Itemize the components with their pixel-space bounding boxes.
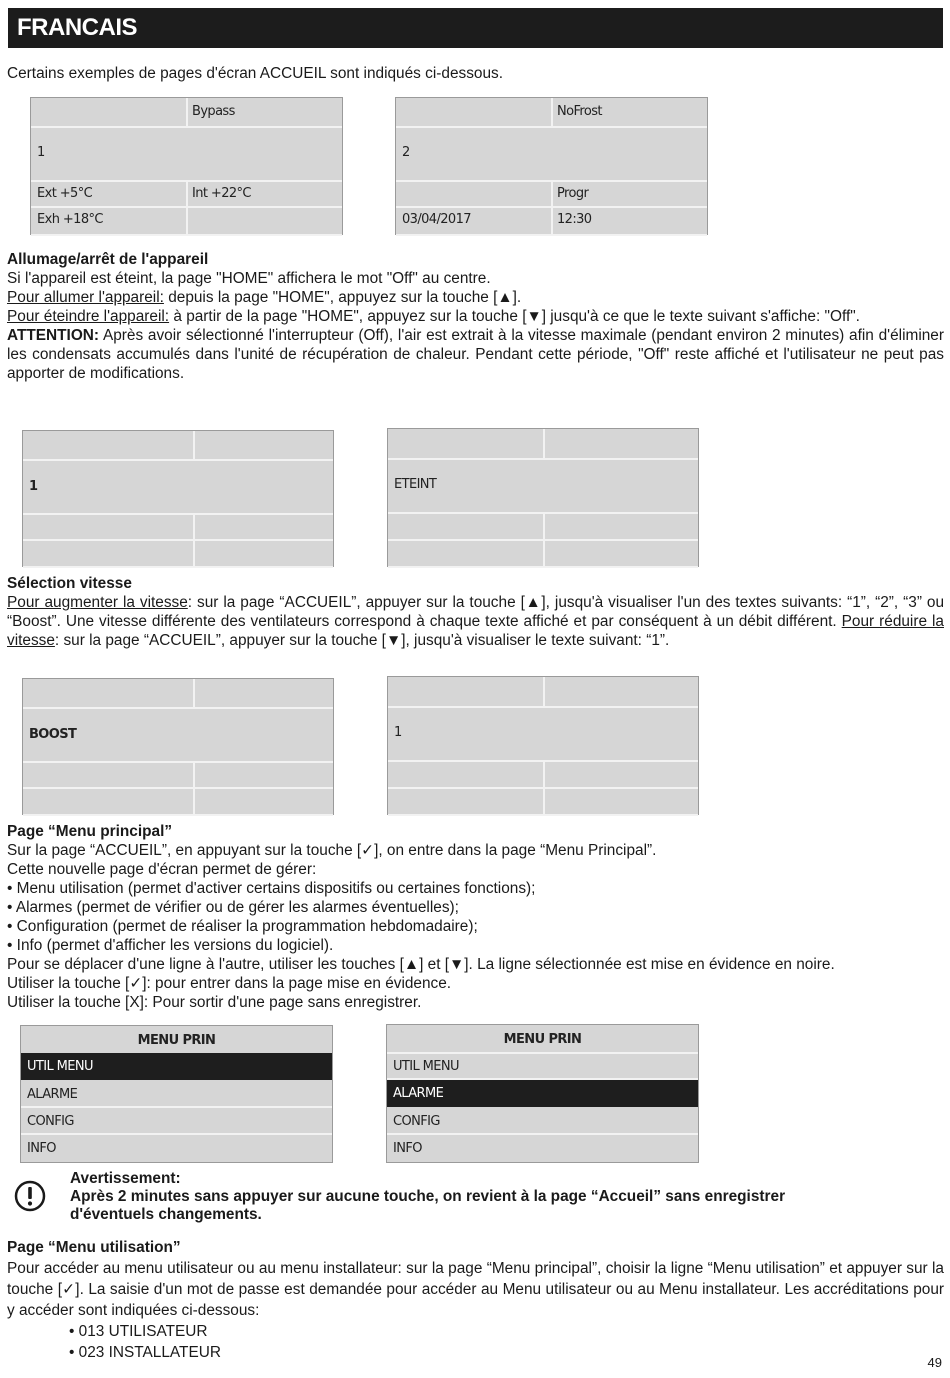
lcd-menu-item-util: UTIL MENU: [21, 1053, 332, 1080]
lcd-speed-screen-2: [387, 676, 699, 815]
lcd-home-screen-2: [395, 97, 708, 235]
menu-line: Cette nouvelle page d'écran permet de gérer:: [7, 861, 317, 878]
lcd-ext-temp: Ext +5°C: [37, 186, 93, 201]
menu-bullet: • Info (permet d'afficher les versions du logiciel).: [7, 937, 334, 954]
menu-line: Pour se déplacer d'une ligne à l'autre, utiliser les touches [▲] et [▼]. La ligne sélectionnée est mise en évidence en noire.: [7, 956, 835, 973]
speed-section-title: Sélection vitesse: [7, 575, 132, 592]
lcd-menu-item-info: INFO: [393, 1141, 422, 1156]
lcd-time: 12:30: [557, 212, 592, 227]
menu-bullet: • Menu utilisation (permet d'activer certains dispositifs ou certaines fonctions);: [7, 880, 536, 897]
power-off-line: [7, 307, 944, 326]
power-on-text: depuis la page "HOME", appuyez sur la touche [▲].: [163, 289, 522, 306]
menu-line: Utiliser la touche [✓]: pour entrer dans la page mise en évidence.: [7, 975, 452, 992]
lcd-menu-item-info: INFO: [27, 1141, 56, 1156]
menu-bullet: • Alarmes (permet de vérifier ou de gérer les alarmes éventuelles);: [7, 899, 459, 916]
lcd-menu-title: MENU PRIN: [21, 1026, 332, 1055]
lcd-speed-value: 2: [402, 145, 410, 160]
lcd-menu-item-alarme: ALARME: [21, 1081, 332, 1108]
warning-title: Avertissement:: [70, 1170, 181, 1187]
lcd-date: 03/04/2017: [402, 212, 471, 227]
warning-block: [70, 1170, 940, 1224]
lcd-home-screen-1: [30, 97, 343, 235]
menu-section-title: Page “Menu principal”: [7, 823, 173, 840]
lcd-menu-item-alarme: ALARME: [387, 1080, 698, 1107]
user-menu-section: [7, 1237, 944, 1363]
lcd-menu-item-config: CONFIG: [387, 1108, 698, 1135]
power-section: [7, 250, 944, 383]
warning-text: d'éventuels changements.: [70, 1206, 262, 1223]
speed-down-label: Pour réduire la vitesse: [7, 613, 944, 649]
speed-paragraph: [7, 594, 944, 649]
attention-label: ATTENTION:: [7, 327, 100, 344]
section-header: FRANCAIS: [8, 8, 943, 48]
access-code-item: • 023 INSTALLATEUR: [69, 1344, 221, 1361]
attention-text: Après avoir sélectionné l'interrupteur (Off), l'air est extrait à la vitesse maximale (pendant environ 2 minutes) afin d'éliminer les condensats accumulés dans l'unité de récupération de chaleur. Pendant cette période, "Off" reste affiché et l'utilisateur ne peut pas apporter de modifications.: [7, 327, 944, 382]
menu-line: Utiliser la touche [X]: Pour sortir d'une page sans enregistrer.: [7, 994, 422, 1011]
lcd-menu-screen-2: [386, 1024, 699, 1163]
lcd-menu-title: MENU PRIN: [387, 1025, 698, 1054]
lcd-exh-temp: Exh +18°C: [37, 212, 103, 227]
speed-up-label: Pour augmenter la vitesse: [7, 594, 188, 611]
lcd-status-label: NoFrost: [557, 104, 602, 119]
menu-line: Sur la page “ACCUEIL”, en appuyant sur la touche [✓], on entre dans la page “Menu Principal”.: [7, 842, 657, 859]
page-number: 49: [927, 1355, 942, 1370]
attention-line: [7, 326, 944, 383]
speed-section: [7, 574, 944, 650]
menu-bullet: • Configuration (permet de réaliser la programmation hebdomadaire);: [7, 918, 478, 935]
user-menu-text: Pour accéder au menu utilisateur ou au menu installateur: sur la page “Menu principal”, choisir la ligne “Menu utilisation” et appuyer sur la touche [✓]. La saisie d'un mot de passe est demandée pour accéder au Menu utilisateur ou au Menu installateur. Les accréditations pour y accéder sont indiquées ci-dessous:: [7, 1260, 944, 1319]
lcd-power-screen-2: [387, 428, 699, 567]
lcd-status-label: Bypass: [192, 104, 235, 119]
menu-section: [7, 822, 944, 1012]
lcd-prog-label: Progr: [557, 186, 589, 201]
power-line-1: Si l'appareil est éteint, la page "HOME" affichera le mot "Off" au centre.: [7, 270, 491, 287]
user-menu-title: Page “Menu utilisation”: [7, 1239, 181, 1256]
access-code-item: • 013 UTILISATEUR: [69, 1323, 208, 1340]
lcd-speed-value: 1: [37, 145, 45, 160]
power-off-text: à partir de la page "HOME", appuyez sur la touche [▼] jusqu'à ce que le texte suivant s'affiche: "Off".: [169, 308, 860, 325]
lcd-menu-item-util: UTIL MENU: [387, 1053, 698, 1080]
warning-text: Après 2 minutes sans appuyer sur aucune touche, on revient à la page “Accueil” sans enregistrer: [70, 1188, 786, 1205]
power-off-label: Pour éteindre l'appareil:: [7, 308, 170, 325]
power-section-title: Allumage/arrêt de l'appareil: [7, 251, 209, 268]
lcd-menu-screen-1: [20, 1025, 333, 1163]
lcd-power-screen-1: [22, 430, 334, 567]
lcd-speed-value: BOOST: [29, 727, 77, 742]
lcd-menu-item-config: CONFIG: [21, 1108, 332, 1135]
lcd-int-temp: Int +22°C: [192, 186, 251, 201]
warning-icon: [14, 1180, 46, 1212]
speed-down-text: : sur la page “ACCUEIL”, appuyer sur la touche [▼], jusqu'à visualiser le texte suivant: “1”.: [54, 632, 670, 649]
power-on-label: Pour allumer l'appareil:: [7, 289, 164, 306]
speed-up-text: : sur la page “ACCUEIL”, appuyer sur la touche [▲], jusqu'à visualiser l'un des textes suivants: “1”, “2”, “3” ou “Boost”. Une vitesse différente des ventilateurs correspond à chaque texte affiché et par conséquent à un débit différent.: [7, 594, 944, 630]
lcd-off-value: ETEINT: [394, 477, 437, 492]
lcd-speed-value: 1: [29, 479, 38, 494]
intro-text: Certains exemples de pages d'écran ACCUEIL sont indiqués ci-dessous.: [7, 65, 503, 82]
power-on-line: [7, 288, 944, 307]
lcd-speed-value: 1: [394, 725, 402, 740]
lcd-speed-screen-1: [22, 678, 334, 815]
